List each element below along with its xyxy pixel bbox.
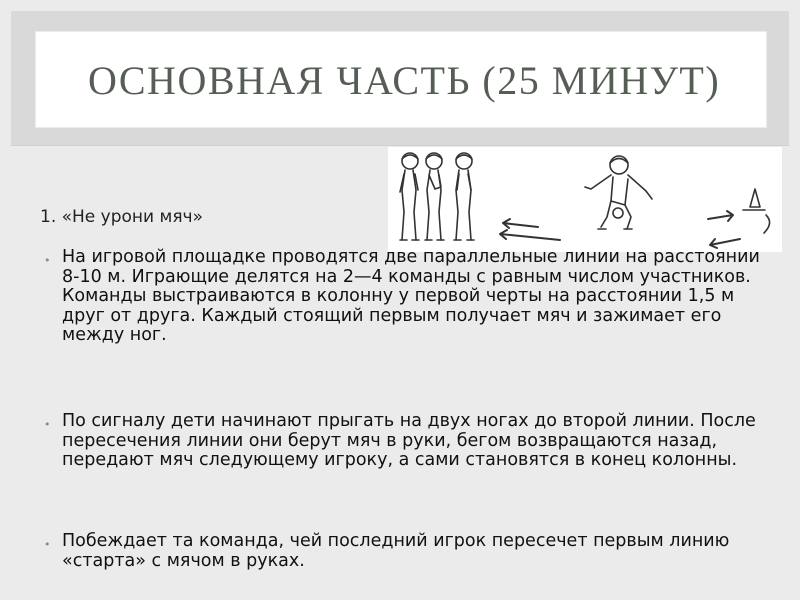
- game-illustration: [388, 147, 782, 252]
- slide-title: ОСНОВНАЯ ЧАСТЬ (25 МИНУТ): [88, 58, 721, 103]
- slide-content: [0, 145, 800, 600]
- arrow-icon: [708, 211, 740, 248]
- illustration-svg: [388, 147, 782, 252]
- rules-paragraph: На игровой площадке проводятся две параллельные линии на расстоянии 8-10 м. Играющие делятся на 2—4 команды с равным числом участников. Команды выстраиваются в колонну у первой черты на расстоянии 1,5 м друг от друга. Каждый стоящий первым получает мяч и зажимает его между ног.: [62, 247, 760, 345]
- standing-child-figure: [425, 153, 444, 240]
- bullet-icon: •: [44, 538, 51, 551]
- bullet-icon: •: [44, 418, 51, 431]
- arrow-icon: [500, 219, 560, 240]
- jumping-child-figure: [585, 156, 652, 229]
- game-heading: 1. «Не урони мяч»: [40, 207, 203, 227]
- bullet-icon: •: [44, 254, 51, 267]
- rules-paragraph: Побеждает та команда, чей последний игрок пересечет первым линию «старта» с мячом в руках.: [62, 531, 730, 571]
- rules-paragraph: По сигналу дети начинают прыгать на двух ногах до второй линии. После пересечения линии они берут мяч в руки, бегом возвращаются назад, передают мяч следующему игроку, а сами становятся в конец колонны.: [62, 411, 756, 470]
- cone-icon: [743, 189, 770, 233]
- standing-child-figure: [400, 153, 419, 240]
- standing-child-figure: [454, 153, 474, 240]
